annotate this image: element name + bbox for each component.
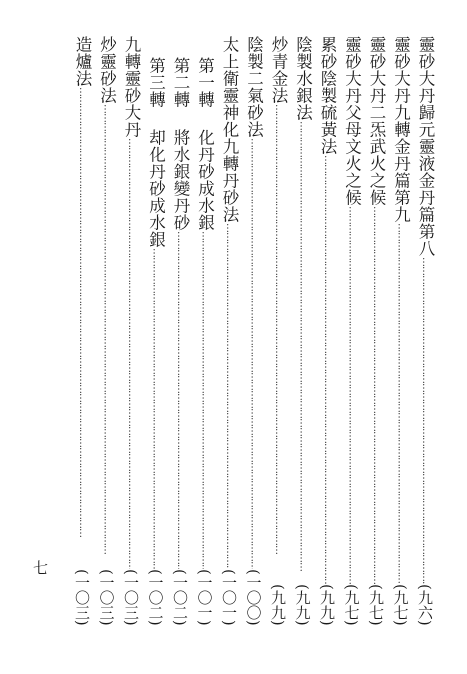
toc-entry[interactable]	[364, 36, 389, 626]
leader-dots	[315, 155, 340, 584]
toc-entry-page: (一〇三)	[97, 569, 116, 626]
toc-entry[interactable]	[143, 36, 168, 626]
toc-entry[interactable]	[266, 36, 291, 626]
toc-entry-title: 靈砂大丹二炁武火之候	[367, 36, 386, 206]
leader-dots	[143, 248, 168, 569]
toc-entry-title	[143, 36, 168, 248]
toc-entry[interactable]	[94, 36, 119, 626]
toc-entry-title: 炒青金法	[269, 36, 288, 104]
leader-dots	[413, 257, 438, 584]
toc-entry-title: 靈砂大丹九轉金丹篇第九	[391, 36, 411, 223]
toc-entry[interactable]	[339, 36, 364, 626]
toc-entry-page: (九七)	[342, 584, 361, 626]
leader-dots	[266, 104, 291, 584]
toc-entry[interactable]	[290, 36, 315, 626]
leader-dots	[364, 206, 389, 584]
leader-dots	[119, 138, 144, 569]
toc-entry-title: 造爐法	[73, 36, 92, 87]
toc-entry[interactable]	[241, 36, 266, 626]
toc-entry-title: 陰製二氣砂法	[244, 36, 264, 138]
leader-dots	[192, 231, 217, 569]
toc-entry-page: (一〇三)	[122, 569, 140, 626]
toc-entry-page: (一〇二)	[171, 569, 189, 626]
toc-entry-page: (九九)	[293, 584, 312, 626]
leader-dots	[70, 87, 95, 569]
toc-entry[interactable]	[413, 36, 438, 626]
toc-entry-heading: 第三轉	[146, 57, 166, 108]
toc-entry-title: 靈砂大丹歸元靈液金丹篇第八	[416, 36, 435, 257]
toc-entry-title: 炒靈砂法	[97, 36, 117, 104]
toc-entry-heading: 第二轉	[171, 57, 190, 108]
toc-entry-title: 累砂陰製硫黃法	[318, 36, 337, 155]
leader-dots	[388, 223, 413, 584]
toc-entry-title: 太上衛靈神化九轉丹砂法	[220, 36, 239, 223]
toc-entry-page: (一〇〇)	[244, 569, 263, 626]
leader-dots	[290, 121, 315, 584]
leader-dots	[168, 231, 193, 569]
toc-entry-subtitle: 却化丹砂成水銀	[146, 129, 166, 248]
toc-entry-page: (九六)	[416, 584, 434, 626]
toc-entry-page: (九九)	[318, 584, 336, 626]
toc-entry[interactable]	[119, 36, 144, 626]
toc-entry-title: 九轉靈砂大丹	[122, 36, 141, 138]
toc-entry[interactable]	[217, 36, 242, 626]
toc-entry-subtitle: 將水銀變丹砂	[171, 129, 190, 231]
leader-dots	[217, 223, 242, 569]
table-of-contents	[70, 36, 438, 626]
toc-entry-title: 靈砂大丹父母文火之候	[342, 36, 362, 206]
leader-dots	[241, 138, 266, 569]
toc-entry-page: (九九)	[269, 584, 287, 626]
toc-entry[interactable]	[70, 36, 95, 626]
toc-entry-page: (九七)	[367, 584, 385, 626]
toc-entry[interactable]	[388, 36, 413, 626]
toc-entry-page: (一〇三)	[73, 569, 91, 626]
toc-entry-subtitle: 化丹砂成水銀	[195, 129, 215, 231]
toc-entry-heading: 第一轉	[195, 57, 215, 108]
toc-entry[interactable]	[315, 36, 340, 626]
toc-entry-title	[192, 36, 217, 231]
toc-entry[interactable]	[192, 36, 217, 626]
toc-entry-page: (九七)	[391, 584, 410, 626]
toc-entry-title: 陰製水銀法	[293, 36, 313, 121]
toc-entry-page: (一〇一)	[195, 569, 214, 626]
toc-entry[interactable]	[168, 36, 193, 626]
toc-entry-page: (一〇一)	[220, 569, 238, 626]
page-number: 七	[31, 560, 49, 575]
toc-entry-page: (一〇二)	[146, 569, 165, 626]
leader-dots	[339, 206, 364, 584]
leader-dots	[94, 104, 119, 569]
toc-entry-title	[168, 36, 193, 231]
